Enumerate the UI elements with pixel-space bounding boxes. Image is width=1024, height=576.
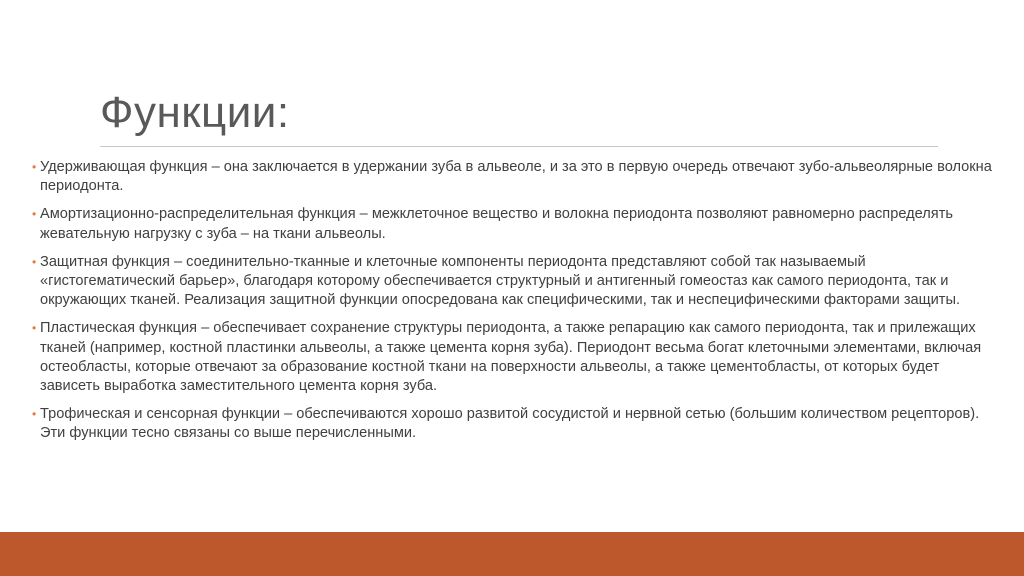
- list-item: [32, 158, 994, 196]
- list-item-text: Пластическая функция – обеспечивает сохранение структуры периодонта, а также репарацию как самого периодонта, так и прилежащих тканей (например, костной пластинки альвеолы, а также цемента корня зуба). Периодонт весьма богат клеточными элементами, включая остеобласты, которые отвечают за образование костной ткани на поверхности альвеолы, а также цементобласты, от которых будет зависеть выработка заместительного цемента корня зуба.: [40, 320, 982, 395]
- list-item-text: Амортизационно-распределительная функция – межклеточное вещество и волокна периодонта позволяют равномерно распределять жевательную нагрузку с зуба – на ткани альвеолы.: [40, 206, 953, 242]
- list-item-text: Удерживающая функция – она заключается в удержании зуба в альвеоле, и за это в первую очередь отвечают зубо-альвеолярные волокна периодонта.: [40, 159, 992, 195]
- footer-accent-bar: [0, 532, 1024, 576]
- bullet-icon: •: [32, 321, 37, 336]
- list-item: [32, 319, 994, 396]
- slide-title: Функции:: [100, 88, 290, 137]
- bullet-icon: •: [32, 254, 37, 269]
- list-item-text: Трофическая и сенсорная функции – обеспечиваются хорошо развитой сосудистой и нервной сетью (большим количеством рецепторов). Эти функции тесно связаны со выше перечисленными.: [40, 406, 980, 442]
- bullet-icon: •: [32, 207, 37, 222]
- list-item: [32, 405, 994, 443]
- title-divider: [100, 146, 938, 147]
- bullet-icon: •: [32, 160, 37, 174]
- list-item-text: Защитная функция – соединительно-тканные и клеточные компоненты периодонта представляют собой так называемый «гистогематический барьер», благодаря которому обеспечивается структурный и антигенный гомеостаз как самого периодонта, так и окружающих тканей. Реализация защитной функции опосредована как специфическими, так и неспецифическими факторами защиты.: [40, 253, 961, 309]
- bullet-list: [32, 158, 994, 453]
- list-item: [32, 205, 994, 243]
- list-item: [32, 253, 994, 311]
- bullet-icon: •: [32, 407, 37, 422]
